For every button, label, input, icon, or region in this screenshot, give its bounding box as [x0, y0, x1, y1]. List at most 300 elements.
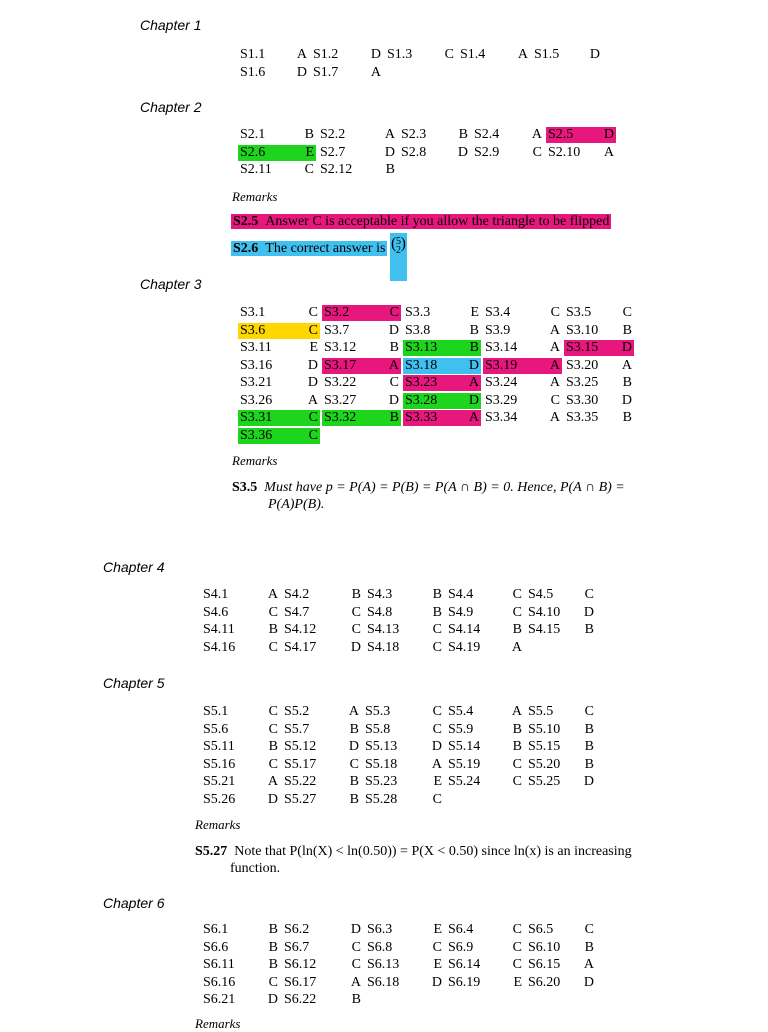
answer-letter: B: [389, 340, 399, 355]
answer-letter: A: [388, 357, 399, 373]
question-id: S4.10: [528, 604, 561, 620]
answer-cell: [201, 587, 280, 603]
answer-letter: D: [307, 357, 318, 373]
question-id: S4.13: [367, 622, 400, 637]
question-id: S5.6: [203, 721, 229, 737]
answer-letter: C: [349, 756, 359, 772]
question-id: S3.17: [324, 357, 357, 373]
question-id: S3.9: [485, 322, 511, 338]
answer-cell: [365, 587, 444, 603]
answer-letter: B: [469, 340, 479, 355]
remark-s2-6: [231, 240, 387, 257]
question-id: S4.11: [203, 622, 235, 637]
answer-cell: [446, 704, 524, 720]
answer-cell: [282, 739, 361, 755]
answer-cell: [238, 358, 320, 374]
answer-letter: E: [305, 144, 314, 160]
answer-cell: [282, 640, 363, 656]
question-id: S1.5: [534, 47, 560, 62]
question-id: S4.2: [284, 587, 310, 602]
answer-letter: B: [584, 939, 594, 955]
question-id: S3.14: [485, 340, 518, 355]
answer-letter: A: [384, 127, 395, 142]
question-id: S3.18: [405, 357, 438, 373]
remark-s3-5-id: S3.5: [232, 480, 258, 495]
question-id: S6.4: [448, 922, 474, 937]
answer-cell: [322, 305, 401, 321]
answer-letter: C: [532, 144, 542, 160]
question-id: S3.8: [405, 322, 431, 338]
answer-cell: [403, 323, 481, 339]
answer-cell: [238, 127, 316, 143]
answer-letter: B: [458, 127, 468, 142]
question-id: S2.9: [474, 144, 500, 160]
answer-cell: [238, 162, 316, 178]
answer-cell: [446, 774, 524, 790]
answer-letter: C: [444, 47, 454, 62]
chapter-6-remarks-label: Remarks: [195, 1016, 241, 1031]
answer-letter: B: [389, 410, 399, 425]
question-id: S3.33: [405, 410, 438, 425]
question-id: S3.21: [240, 375, 273, 390]
answer-cell: [363, 774, 444, 790]
question-id: S5.22: [284, 774, 317, 789]
chapter-4-title: Chapter 4: [103, 559, 165, 575]
answer-cell: [403, 358, 481, 374]
answer-letter: C: [268, 639, 278, 655]
remark-s3-5-line2: P(A)P(B).: [268, 497, 325, 512]
question-id: S2.5: [548, 127, 574, 142]
answer-letter: D: [384, 144, 395, 160]
answer-letter: A: [549, 410, 560, 425]
answer-letter: B: [622, 410, 632, 425]
chapter-5-title: Chapter 5: [103, 675, 165, 691]
answer-letter: B: [584, 622, 594, 637]
answer-letter: B: [268, 957, 278, 972]
answer-letter: C: [268, 604, 278, 620]
question-id: S3.35: [566, 410, 599, 425]
question-id: S5.24: [448, 774, 481, 789]
answer-cell: [526, 922, 596, 938]
answer-cell: [446, 640, 524, 656]
answer-letter: D: [296, 64, 307, 80]
question-id: S4.17: [284, 639, 317, 655]
answer-letter: C: [512, 774, 522, 789]
question-id: S3.28: [405, 392, 438, 408]
answer-letter: B: [351, 587, 361, 602]
question-id: S3.5: [566, 305, 592, 320]
binomial-top: 5: [396, 236, 401, 247]
question-id: S5.5: [528, 704, 554, 719]
answer-letter: A: [296, 47, 307, 62]
answer-cell: [311, 47, 383, 63]
answer-letter: B: [304, 127, 314, 142]
question-id: S6.2: [284, 922, 310, 937]
question-id: S3.32: [324, 410, 357, 425]
answer-letter: A: [549, 375, 560, 390]
answer-cell: [201, 975, 280, 991]
question-id: S5.27: [284, 791, 317, 807]
answer-cell: [526, 605, 596, 621]
question-id: S4.15: [528, 622, 561, 637]
question-id: S5.3: [365, 704, 391, 719]
answer-cell: [322, 340, 401, 356]
answer-cell: [403, 340, 481, 356]
answer-cell: [403, 410, 481, 426]
question-id: S6.5: [528, 922, 554, 937]
chapter-2-title: Chapter 2: [140, 99, 202, 115]
answer-letter: D: [348, 739, 359, 754]
question-id: S3.12: [324, 340, 357, 355]
question-id: S5.13: [365, 739, 398, 754]
question-id: S3.10: [566, 322, 599, 338]
answer-cell: [282, 722, 361, 738]
answer-cell: [403, 375, 481, 391]
answer-letter: B: [622, 375, 632, 390]
question-id: S3.19: [485, 357, 518, 373]
answer-letter: A: [517, 47, 528, 62]
question-id: S6.20: [528, 974, 561, 990]
question-id: S5.16: [203, 756, 236, 772]
answer-cell: [399, 145, 470, 161]
question-id: S3.34: [485, 410, 518, 425]
question-id: S4.18: [367, 639, 400, 655]
answer-letter: D: [350, 639, 361, 655]
question-id: S3.24: [485, 375, 518, 390]
answer-cell: [564, 393, 634, 409]
question-id: S4.6: [203, 604, 229, 620]
answer-cell: [526, 622, 596, 638]
answer-cell: [365, 940, 444, 956]
answer-cell: [526, 957, 596, 973]
answer-cell: [363, 757, 444, 773]
answer-cell: [282, 992, 363, 1008]
answer-cell: [282, 774, 361, 790]
answer-letter: B: [512, 739, 522, 754]
question-id: S3.29: [485, 392, 518, 408]
answer-cell: [238, 428, 320, 444]
question-id: S5.15: [528, 739, 561, 754]
answer-cell: [311, 65, 383, 81]
answer-cell: [446, 739, 524, 755]
answer-letter: A: [307, 392, 318, 408]
answer-cell: [446, 940, 524, 956]
answer-cell: [282, 940, 363, 956]
answer-cell: [446, 757, 524, 773]
answer-cell: [318, 162, 397, 178]
answer-cell: [238, 340, 320, 356]
question-id: S3.16: [240, 357, 273, 373]
answer-letter: A: [468, 410, 479, 425]
answer-letter: C: [432, 704, 442, 719]
answer-cell: [318, 127, 397, 143]
answer-cell: [365, 640, 444, 656]
question-id: S6.9: [448, 939, 474, 955]
answer-letter: C: [308, 427, 318, 443]
question-id: S5.11: [203, 739, 235, 754]
question-id: S1.3: [387, 47, 413, 62]
answer-letter: E: [433, 774, 442, 789]
answer-cell: [365, 605, 444, 621]
chapter-5-remarks-label: Remarks: [195, 817, 241, 832]
answer-letter: A: [267, 587, 278, 602]
answer-cell: [526, 940, 596, 956]
answer-cell: [483, 323, 562, 339]
question-id: S4.4: [448, 587, 474, 602]
question-id: S2.11: [240, 162, 272, 177]
answer-cell: [483, 305, 562, 321]
question-id: S4.14: [448, 622, 481, 637]
answer-letter: A: [603, 144, 614, 160]
answer-letter: A: [549, 357, 560, 373]
question-id: S3.26: [240, 392, 273, 408]
question-id: S6.11: [203, 957, 235, 972]
question-id: S4.3: [367, 587, 393, 602]
answer-letter: C: [432, 939, 442, 955]
question-id: S3.31: [240, 410, 273, 425]
answer-letter: D: [388, 392, 399, 408]
answer-cell: [363, 739, 444, 755]
remark-s2-5-id: S2.5: [233, 214, 259, 229]
chapter-1-title: Chapter 1: [140, 17, 202, 33]
answer-cell: [282, 622, 363, 638]
answer-letter: C: [268, 704, 278, 719]
question-id: S2.1: [240, 127, 266, 142]
answer-cell: [201, 640, 280, 656]
question-id: S5.26: [203, 791, 236, 807]
answer-cell: [526, 757, 596, 773]
answer-letter: C: [268, 974, 278, 990]
chapter-3-title: Chapter 3: [140, 276, 202, 292]
question-id: S5.7: [284, 721, 310, 737]
answer-letter: C: [584, 587, 594, 602]
answer-letter: E: [433, 922, 442, 937]
answer-letter: B: [349, 791, 359, 807]
question-id: S2.2: [320, 127, 346, 142]
binomial-open-paren: (: [391, 235, 397, 252]
answer-letter: B: [268, 622, 278, 637]
answer-letter: C: [432, 622, 442, 637]
answer-cell: [526, 975, 596, 991]
question-id: S5.8: [365, 721, 391, 737]
answer-cell: [201, 722, 280, 738]
answer-letter: B: [268, 739, 278, 754]
question-id: S2.10: [548, 144, 581, 160]
answer-letter: A: [431, 756, 442, 772]
answer-letter: D: [468, 357, 479, 373]
answer-letter: A: [350, 974, 361, 990]
answer-letter: D: [267, 992, 278, 1007]
answer-letter: D: [621, 340, 632, 355]
remark-s2-6-highlight: [231, 241, 387, 256]
question-id: S3.7: [324, 322, 350, 338]
question-id: S3.25: [566, 375, 599, 390]
question-id: S5.25: [528, 774, 561, 789]
answer-cell: [472, 145, 544, 161]
answer-cell: [322, 358, 401, 374]
answer-cell: [532, 47, 602, 63]
answer-letter: B: [432, 587, 442, 602]
answer-cell: [403, 305, 481, 321]
remark-s3-5: [232, 479, 702, 513]
question-id: S3.1: [240, 305, 266, 320]
question-id: S5.23: [365, 774, 398, 789]
answer-letter: C: [512, 922, 522, 937]
question-id: S5.18: [365, 756, 398, 772]
answer-letter: D: [431, 739, 442, 754]
answer-letter: B: [268, 922, 278, 937]
answer-cell: [526, 722, 596, 738]
answer-letter: C: [268, 756, 278, 772]
answer-letter: C: [351, 939, 361, 955]
answer-cell: [483, 340, 562, 356]
answer-cell: [564, 358, 634, 374]
answer-cell: [201, 957, 280, 973]
answer-cell: [564, 375, 634, 391]
remark-s5-27-line2: function.: [230, 861, 281, 876]
answer-cell: [282, 587, 363, 603]
answer-letter: D: [603, 127, 614, 142]
answer-letter: A: [468, 375, 479, 390]
binomial-close-paren: ): [400, 235, 406, 252]
answer-cell: [238, 393, 320, 409]
answer-letter: E: [433, 957, 442, 972]
answer-cell: [399, 127, 470, 143]
question-id: S4.8: [367, 604, 393, 620]
answer-cell: [322, 393, 401, 409]
answer-cell: [564, 305, 634, 321]
question-id: S2.6: [240, 144, 266, 160]
answer-letter: C: [389, 305, 399, 320]
question-id: S3.13: [405, 340, 438, 355]
answer-cell: [526, 704, 596, 720]
answer-cell: [322, 323, 401, 339]
answer-letter: A: [511, 639, 522, 655]
answer-letter: E: [470, 305, 479, 320]
answer-letter: B: [622, 322, 632, 338]
question-id: S4.1: [203, 587, 229, 602]
question-id: S1.1: [240, 47, 266, 62]
answer-letter: C: [432, 721, 442, 737]
chapter-3-remarks-label: Remarks: [232, 453, 278, 468]
question-id: S5.12: [284, 739, 317, 754]
question-id: S5.10: [528, 721, 561, 737]
answer-letter: C: [512, 939, 522, 955]
question-id: S5.1: [203, 704, 229, 719]
question-id: S5.21: [203, 774, 236, 789]
answer-cell: [282, 792, 361, 808]
question-id: S5.20: [528, 756, 561, 772]
answer-cell: [564, 410, 634, 426]
question-id: S5.17: [284, 756, 317, 772]
answer-cell: [201, 992, 280, 1008]
question-id: S5.2: [284, 704, 310, 719]
answer-letter: B: [349, 721, 359, 737]
remark-s3-5-line1: Must have p = P(A) = P(B) = P(A ∩ B) = 0. Hence, P(A ∩ B) =: [264, 480, 625, 495]
question-id: S6.16: [203, 974, 236, 990]
question-id: S1.6: [240, 64, 266, 80]
question-id: S3.3: [405, 305, 431, 320]
answer-letter: C: [512, 604, 522, 620]
remark-s5-27: [195, 843, 675, 877]
answer-letter: B: [432, 604, 442, 620]
answer-letter: A: [583, 957, 594, 972]
answer-cell: [483, 375, 562, 391]
answer-cell: [483, 410, 562, 426]
question-id: S6.22: [284, 992, 317, 1007]
answer-letter: D: [457, 144, 468, 160]
question-id: S5.4: [448, 704, 474, 719]
remark-s2-6-text: The correct answer is: [265, 241, 386, 256]
answer-cell: [201, 704, 280, 720]
remark-s2-6-id: S2.6: [233, 241, 259, 256]
question-id: S6.8: [367, 939, 393, 955]
answer-letter: D: [388, 322, 399, 338]
question-id: S3.11: [240, 340, 272, 355]
answer-cell: [322, 375, 401, 391]
answer-cell: [238, 375, 320, 391]
answer-cell: [282, 975, 363, 991]
question-id: S6.17: [284, 974, 317, 990]
answer-letter: B: [349, 774, 359, 789]
question-id: S6.13: [367, 957, 400, 972]
binomial-bottom: 2: [396, 245, 401, 256]
answer-letter: A: [370, 64, 381, 80]
question-id: S3.30: [566, 392, 599, 408]
answer-cell: [546, 127, 616, 143]
answer-cell: [322, 410, 401, 426]
answer-letter: C: [308, 305, 318, 320]
answer-cell: [546, 145, 616, 161]
answer-letter: A: [549, 340, 560, 355]
answer-letter: B: [512, 721, 522, 737]
answer-cell: [458, 47, 530, 63]
answer-letter: C: [308, 410, 318, 425]
answer-cell: [318, 145, 397, 161]
answer-cell: [365, 922, 444, 938]
answer-cell: [201, 757, 280, 773]
question-id: S3.23: [405, 375, 438, 390]
answer-letter: B: [385, 162, 395, 177]
answer-letter: D: [431, 974, 442, 990]
answer-letter: B: [584, 739, 594, 754]
question-id: S2.7: [320, 144, 346, 160]
answer-cell: [201, 922, 280, 938]
question-id: S5.19: [448, 756, 481, 772]
answer-cell: [282, 605, 363, 621]
question-id: S3.22: [324, 375, 357, 390]
answer-cell: [365, 975, 444, 991]
answer-cell: [282, 957, 363, 973]
answer-letter: D: [468, 392, 479, 408]
answer-cell: [483, 393, 562, 409]
answer-cell: [446, 957, 524, 973]
answer-letter: D: [350, 922, 361, 937]
answer-letter: D: [621, 392, 632, 408]
answer-letter: C: [389, 375, 399, 390]
answer-cell: [363, 704, 444, 720]
answer-letter: A: [621, 357, 632, 373]
answer-letter: D: [589, 47, 600, 62]
question-id: S1.4: [460, 47, 486, 62]
answer-cell: [365, 957, 444, 973]
question-id: S4.5: [528, 587, 554, 602]
remark-s5-27-line1: Note that P(ln(X) < ln(0.50)) = P(X < 0.50) since ln(x) is an increasing: [234, 844, 632, 859]
answer-cell: [526, 587, 596, 603]
answer-cell: [238, 65, 309, 81]
answer-letter: B: [584, 721, 594, 737]
answer-letter: B: [584, 756, 594, 772]
